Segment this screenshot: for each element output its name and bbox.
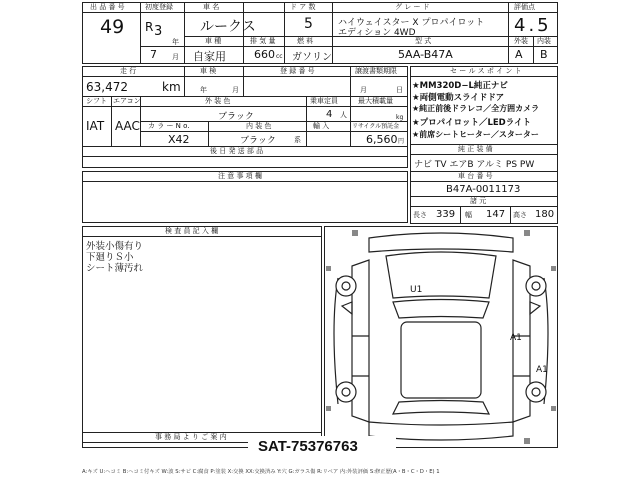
- stock-code: SAT-75376763: [258, 438, 358, 455]
- divider: [82, 76, 408, 77]
- inspection-year-unit: 年: [200, 86, 207, 94]
- fuel-label: 燃 料: [297, 37, 314, 45]
- grade-line-2: エディション 4WD: [338, 28, 416, 38]
- damage-mark: U1: [410, 285, 423, 295]
- divider: [184, 46, 508, 47]
- lot-label: 出 品 番 号: [90, 3, 125, 11]
- deadline-month-unit: 月: [360, 86, 367, 94]
- width-value: 147: [486, 209, 506, 220]
- width-label: 幅: [465, 211, 472, 219]
- ext-label: 外装: [514, 37, 528, 45]
- fuel-value: ガソリン: [292, 52, 332, 63]
- ac-value: AAC: [115, 119, 140, 133]
- int-label: 内装: [537, 37, 551, 45]
- divider: [410, 154, 558, 155]
- recycle-fee-unit: 円: [398, 138, 405, 145]
- year-unit: 年: [172, 38, 179, 46]
- ac-label: エアコン: [113, 97, 141, 105]
- chassis-value: B47A-0011173: [446, 184, 521, 195]
- chassis-label: 車 台 番 号: [458, 172, 493, 180]
- color-no-label: カ ラ ー N o.: [148, 122, 190, 130]
- height-value: 180: [535, 209, 555, 220]
- color-no-value: X42: [168, 133, 190, 146]
- divider: [111, 96, 112, 146]
- first-reg-label: 初度登録: [145, 3, 173, 11]
- model-value: 5AA-B47A: [398, 48, 453, 61]
- cc-label: 排 気 量: [250, 37, 276, 45]
- interior-value: ブラック: [240, 136, 276, 146]
- divider: [508, 46, 558, 47]
- grade-label: グ レ ー ド: [395, 3, 430, 11]
- damage-mark: A1: [510, 333, 522, 343]
- cc-value: 660: [254, 48, 275, 61]
- divider: [350, 66, 351, 146]
- equipment-label: 純 正 装 備: [458, 145, 493, 153]
- reg-no-label: 登 録 番 号: [280, 67, 315, 75]
- later-parts-label: 後 日 発 送 部 品: [210, 147, 264, 155]
- capacity-label: 乗車定員: [310, 97, 338, 105]
- usage-value: 自家用: [193, 50, 226, 63]
- doc-deadline-label: 譲渡書類期限: [355, 67, 397, 75]
- score-value: 4.5: [514, 15, 552, 36]
- recycle-fee-label: リサイクル預託金: [352, 123, 400, 130]
- damage-mark: A1: [536, 365, 548, 375]
- interior-unit: 系: [294, 136, 301, 144]
- selling-title: セ ー ル ス ポ イ ン ト: [450, 67, 522, 75]
- height-label: 高さ: [513, 211, 527, 219]
- cc-unit: cc: [276, 53, 283, 60]
- grade-line-1: ハイウェイスター X プロパイロット: [338, 18, 485, 28]
- load-label: 最大積載量: [358, 97, 393, 105]
- remark-line: 下廻りＳ小: [86, 252, 134, 263]
- divider: [306, 96, 307, 146]
- stock-code-stamp: [248, 436, 396, 460]
- reg-year: 3: [154, 24, 163, 39]
- divider: [82, 106, 408, 107]
- divider: [510, 206, 511, 224]
- load-unit: kg: [396, 114, 404, 121]
- model-label: 型 式: [415, 37, 432, 45]
- color-value: ブラック: [218, 112, 254, 122]
- era: R: [145, 20, 154, 34]
- divider: [460, 206, 461, 224]
- recycle-fee-value: 6,560: [366, 133, 398, 146]
- length-label: 長さ: [413, 211, 427, 219]
- divider: [140, 131, 408, 132]
- equipment-value: ナビ TV エアB アルミ PS PW: [414, 160, 535, 170]
- month-unit: 月: [172, 53, 179, 61]
- shift-value: IAT: [86, 119, 105, 133]
- divider: [82, 236, 322, 237]
- mileage-value: 63,472: [86, 80, 128, 94]
- divider: [410, 76, 558, 77]
- shift-label: シフト: [86, 97, 107, 105]
- mileage-label: 走 行: [120, 67, 137, 75]
- office-title: 事 務 局 よ り ご 案 内: [155, 433, 227, 441]
- length-value: 339: [436, 209, 456, 220]
- divider: [410, 206, 558, 207]
- capacity-unit: 人: [340, 111, 347, 119]
- lot-number: 49: [100, 16, 125, 38]
- ext-score: A: [515, 48, 523, 61]
- notes-title: 注 意 事 項 欄: [218, 172, 262, 180]
- selling-point: ★MM320D−L純正ナビ: [412, 81, 508, 91]
- inspection-month-unit: 月: [232, 86, 239, 94]
- capacity-value: 4: [326, 109, 333, 120]
- damage-legend: A:キズ U:ヘコミ B:ヘコミ付キズ W:波 S:サビ C:腐食 P:塗装 X:交換 XX:交換済み Y:穴 G:ガラス傷 R:リペア 内:外装評価 S:修正歴(A・B・C・D・E) 1: [82, 469, 440, 475]
- divider: [184, 66, 185, 96]
- inspector-title: 検 査 員 記 入 欄: [165, 227, 219, 235]
- car-name: ルークス: [200, 19, 256, 35]
- divider: [82, 12, 558, 13]
- divider: [82, 181, 408, 182]
- color-label: 外 装 色: [205, 97, 231, 105]
- divider: [410, 181, 558, 182]
- remark-line: シート薄汚れ: [86, 263, 144, 274]
- selling-point: ★前席シートヒーター／スターター: [412, 130, 539, 139]
- door-count: 5: [304, 16, 313, 32]
- inspection-label: 車 検: [200, 67, 217, 75]
- divider: [243, 66, 244, 96]
- selling-point: ★プロパイロット／LEDライト: [412, 118, 531, 128]
- usage-label: 車 種: [205, 37, 222, 45]
- selling-point: ★両側電動スライドドア: [412, 93, 505, 103]
- deadline-day-unit: 日: [396, 86, 403, 94]
- doors-label: ド ア 数: [290, 3, 316, 11]
- dims-label: 諸 元: [470, 197, 487, 205]
- selling-point: ★純正前後ドラレコ／全方囲カメラ: [412, 104, 540, 113]
- interior-label: 内 装 色: [246, 122, 272, 130]
- int-score: B: [540, 48, 548, 61]
- score-label: 評価点: [514, 3, 535, 11]
- remark-line: 外装小傷有り: [86, 241, 144, 252]
- reg-month: 7: [150, 48, 157, 61]
- car-name-label: 車 名: [203, 3, 220, 11]
- mileage-unit: km: [162, 80, 181, 94]
- import-label: 輸 入: [313, 122, 330, 130]
- car-diagram: [324, 226, 558, 448]
- divider: [533, 36, 534, 64]
- divider: [208, 121, 209, 146]
- divider: [82, 156, 408, 157]
